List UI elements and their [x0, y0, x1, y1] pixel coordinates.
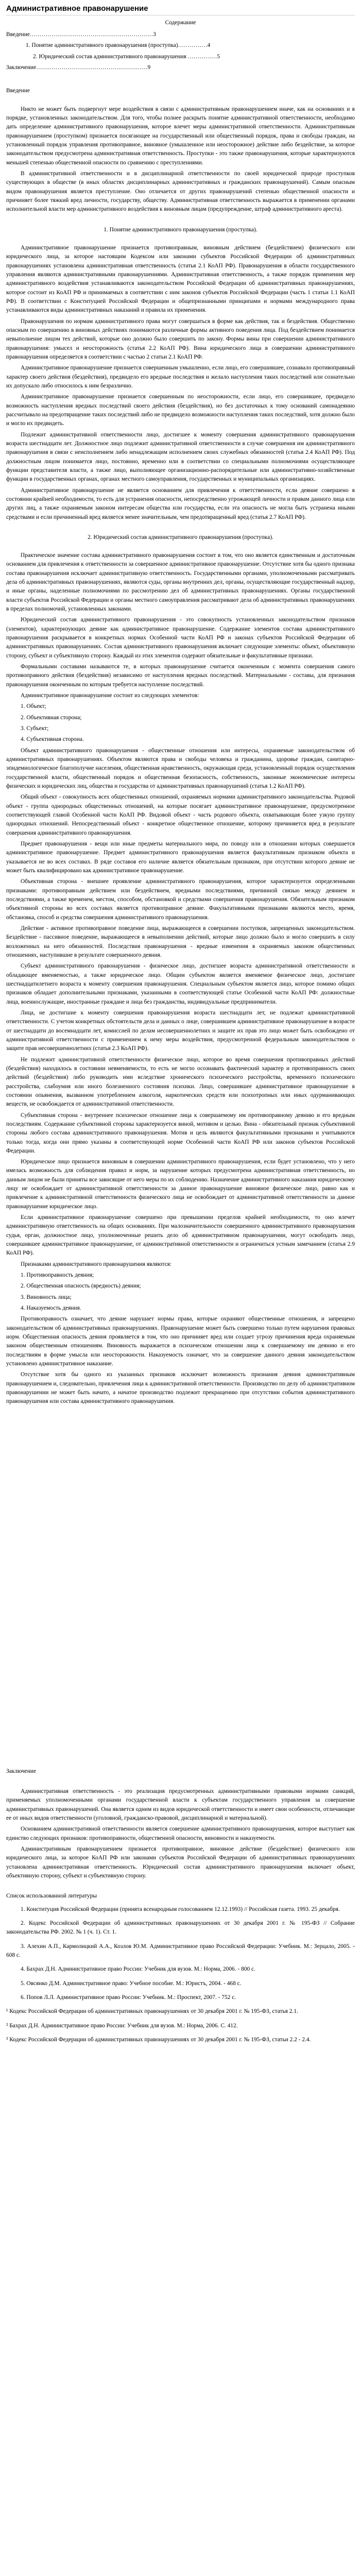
section-2-paragraph: Действие - активное противоправное поведение лица, выражающееся в совершении поступков, запрещенных законодательством. Бездействие - пассивное поведение, выражающееся в невыполнении действий, которые лицо должно было и могло совершить в силу возложенных на него обязанностей. Последствия правонарушения - вредные изменения в охраняемых законом общественных отношениях, наступившие в результате совершенного деяния.	[6, 925, 355, 958]
footnote: ¹ Кодекс Российской Федерации об административных правонарушениях от 30 декабря 2001 г. № 195-ФЗ, статья 2.1.	[6, 2008, 298, 2015]
section-2-paragraph: Общий объект - совокупность всех общественных отношений, охраняемых нормами административного законодательства. Родовой объект - группа однородных общественных отношений, на которые посягает административное правонарушение, предусмотренное соответствующей главой Особенной части КоАП РФ. Видовой объект - часть родового объекта, охватывающая более узкую группу однородных отношений. Непосредственный объект - конкретное общественное отношение, которому причиняется вред в результате совершения административного правонарушения.	[6, 794, 355, 836]
conclusion-paragraph: Основанием административной ответственности является совершение административного правонарушения, которое выступает как единство следующих признаков: противоправности, общественной опасности, виновности и наказуемости.	[6, 1826, 355, 1841]
element-list-item: 4. Субъективная сторона.	[21, 736, 84, 743]
toc-item-conclusion: Заключение…………………………………………………9	[6, 64, 151, 71]
features-intro: Признаками административного правонарушения являются:	[21, 1261, 172, 1267]
conclusion-paragraph: Административным правонарушением признается противоправное, виновное действие (бездействие) физического или юридического лица, за которое КоАП РФ или законами субъектов Российской Федерации об административных правонарушениях установлена административная ответственность. Юридический состав административного правонарушения включает объект, объективную сторону, субъект и субъективную сторону.	[6, 1845, 355, 1879]
section-1-paragraph: Административное правонарушение признается совершенным умышленно, если лицо, его совершившее, сознавало противоправный характер своего действия (бездействия), предвидело его вредные последствия и желало наступления таких последствий или сознательно их допускало либо относилось к ним безразлично.	[6, 365, 355, 389]
element-list-item: 3. Субъект;	[21, 725, 49, 732]
section-2-paragraph: Юридический состав административного правонарушения - это совокупность установленных законодательством признаков (элементов), характеризующих деяние как административное правонарушение. Содержание элементов состава административного правонарушения раскрывается в конкретных нормах Особенной части КоАП РФ и законах субъектов Российской Федерации об административных правонарушениях. Состав административного правонарушения включает следующие элементы: объект, объективную сторону, субъект и субъективную сторону. Каждый из этих элементов содержит обязательные и факультативные признаки.	[6, 617, 355, 659]
section-1-paragraph: Административное правонарушение не является основанием для привлечения к ответственности, если деяние совершено в состоянии крайней необходимости, то есть для устранения опасности, непосредственно угрожающей личности и правам данного лица или других лиц, а также охраняемым законом интересам общества или государства, если эта опасность не могла быть устранена иными средствами и если причиненный вред является менее значительным, чем предотвращенный вред (статья 2.7 КоАП РФ).	[6, 487, 355, 520]
section-1-paragraph: Подлежит административной ответственности лицо, достигшее к моменту совершения административного правонарушения возраста шестнадцати лет. Должностное лицо подлежит административной ответственности в случае совершения им административного правонарушения в связи с неисполнением либо ненадлежащим исполнением своих служебных обязанностей (статья 2.4 КоАП РФ). Под должностным лицом понимается лицо, постоянно, временно или в соответствии со специальными полномочиями осуществляющее функции представителя власти, а также лицо, выполняющее организационно-распорядительные или административно-хозяйственные функции в государственных органах, органах местного самоуправления, государственных и муниципальных организациях.	[6, 431, 355, 483]
toc-heading: Содержание	[165, 19, 196, 26]
section-2-paragraph: Субъективная сторона - внутреннее психическое отношение лица к совершаемому им противоправному деянию и его вредным последствиям. Содержание субъективной стороны характеризуется виной, мотивом и целью. Вина - обязательный признак субъективной стороны любого состава административного правонарушения. Мотив и цель являются факультативными признаками и учитываются только тогда, когда они прямо указаны в соответствующей норме Особенной части КоАП РФ или законов субъектов Российской Федерации.	[6, 1112, 355, 1154]
section-2-paragraph: Объект административного правонарушения - общественные отношения или интересы, охраняемые законодательством об административных правонарушениях. Объектом являются права и свободы человека и гражданина, здоровье граждан, санитарно-эпидемиологическое благополучие населения, общественная нравственность, окружающая среда, установленный порядок осуществления государственной власти, общественный порядок и общественная безопасность, собственность, законные экономические интересы физических и юридических лиц, общества и государства от административных правонарушений (статья 1.2 КоАП РФ).	[6, 747, 355, 790]
intro-heading: Введение	[6, 88, 30, 94]
section-2-paragraph: Субъект административного правонарушения - физическое лицо, достигшее возраста административной ответственности и обладающее вменяемостью, а также юридическое лицо. Общим субъектом является вменяемое физическое лицо, достигшее шестнадцатилетнего возраста к моменту совершения правонарушения. Специальным субъектом является лицо, которое помимо общих признаков обладает дополнительными признаками, указанными в соответствующей статье Особенной части КоАП РФ: должностные лица, военнослужащие, иностранные граждане и лица без гражданства, индивидуальные предприниматели.	[6, 963, 355, 1005]
section-2-paragraph: Юридическое лицо признается виновным в совершении административного правонарушения, если будет установлено, что у него имелась возможность для соблюдения правил и норм, за нарушение которых предусмотрена административная ответственность, но данным лицом не были приняты все зависящие от него меры по их соблюдению. Назначение административного наказания юридическому лицу не освобождает от административной ответственности за данное правонарушение виновное физическое лицо, равно как и привлечение к административной ответственности физического лица не освобождает от административной ответственности за данное правонарушение юридическое лицо.	[6, 1159, 355, 1210]
references-heading: Список использованной литературы	[6, 1893, 97, 1900]
section-2-paragraph: Предмет правонарушения - вещи или иные предметы материального мира, по поводу или в отношении которых совершается административное правонарушение. Предмет административного правонарушения является факультативным признаком объекта и указывается не во всех составах. В ряде составов его наличие является обязательным признаком, при отсутствии которого деяние не может быть квалифицировано как административное правонарушение.	[6, 841, 355, 874]
section-1-paragraph: Правонарушения по нормам административного права могут совершаться в форме как действия, так и бездействия. Общественно опасным по совершению в виновных действиях понимаются различные формы активного поведения лица. Под бездействием понимается невыполнение лицом тех действий, которые оно должно было совершить по закону. Формы вины при совершении административного правонарушения: умысел и неосторожность (статья 2.2 КоАП РФ). Вина юридического лица в совершении административного правонарушения определяется в соответствии с частью 2 статьи 2.1 КоАП РФ.	[6, 318, 355, 360]
element-list-item: 1. Объект;	[21, 703, 46, 710]
toc-item-intro: Введение………………………………………………………3	[6, 31, 156, 38]
reference-item: 2. Кодекс Российской Федерации об административных правонарушениях от 30 декабря 2001 г. № 195-ФЗ // Собрание законодательства РФ. 2002. № 1 (ч. 1). Ст. 1.	[6, 1920, 355, 1936]
feature-list-item: 3. Виновность лица;	[21, 1294, 72, 1300]
conclusion-paragraph: Административная ответственность - это реализация предусмотренных административными правовыми нормами санкций, применяемых уполномоченными органами государственной власти к субъектам государственного управления за совершение административных правонарушений. Она является одним из видов юридической ответственности и имеет свои особенности, отличающие ее от иных видов ответственности (уголовной, гражданско-правовой, дисциплинарной и материальной).	[6, 1788, 355, 1821]
formal-composition-paragraph: Формальными составами называются те, в которых правонарушение считается оконченным с момента совершения самого противоправного действия (бездействия) независимо от наступления вредных последствий. Материальными - составы, для признания правонарушения оконченным по которым требуется наступление последствий.	[6, 664, 355, 688]
reference-item: 5. Овсянко Д.М. Административное право: Учебное пособие. М.: Юристъ, 2004. - 468 с.	[21, 1980, 242, 1987]
section-2-paragraph: Лица, не достигшие к моменту совершения правонарушения возраста шестнадцати лет, не подлежат административной ответственности. С учетом конкретных обстоятельств дела и данных о лице, совершившем административное правонарушение в возрасте от шестнадцати до восемнадцати лет, комиссией по делам несовершеннолетних и защите их прав это лицо может быть освобождено от административной ответственности с применением к нему меры воздействия, предусмотренной федеральным законодательством о защите прав несовершеннолетних (статья 2.3 КоАП РФ).	[6, 1009, 355, 1052]
conclusion-heading: Заключение	[6, 1768, 37, 1774]
section-2-paragraph: Не подлежит административной ответственности физическое лицо, которое во время совершения противоправных действий (бездействия) находилось в состоянии невменяемости, то есть не могло осознавать фактический характер и противоправность своих действий (бездействия) либо руководить ими вследствие хронического психического расстройства, временного психического расстройства, слабоумия или иного болезненного состояния психики. Лицо, совершившее административное правонарушение в состоянии опьянения, вызванном употреблением алкоголя, наркотических средств или психотропных или иных одурманивающих веществ, не освобождается от административной ответственности.	[6, 1056, 355, 1108]
footnote: ² Бахрах Д.Н. Административное право России: Учебник для вузов. М.: Норма, 2006. С. 412.	[6, 2022, 238, 2029]
reference-item: 3. Алехин А.П., Кармолицкий А.А., Козлов Ю.М. Административное право Российской Федерации: Учебник. М.: Зерцало, 2005. - 608 с.	[6, 1943, 355, 1958]
elements-intro: Административное правонарушение состоит из следующих элементов:	[21, 692, 199, 699]
section-2-paragraph: Практическое значение состава административного правонарушения состоит в том, что оно является единственным и достаточным основанием для привлечения к ответственности за совершенное административное правонарушение. Отсутствие хотя бы одного признака состава правонарушения исключает административную ответственность. Государственными органами, уполномоченными рассматривать дела об административных правонарушениях, являются суды, органы внутренних дел, органы, осуществляющие государственный надзор, и иные органы, наделенные полномочиями по рассмотрению дел об административных правонарушениях. Органы государственной власти субъектов Российской Федерации и органы местного самоуправления рассматривают дела об административных правонарушениях в пределах полномочий, установленных законами.	[6, 552, 355, 613]
reference-item: 4. Бахрах Д.Н. Административное право России: Учебник для вузов. М.: Норма, 2006. - 800 с.	[21, 1966, 255, 1973]
document-title: Административное правонарушение	[6, 4, 148, 13]
feature-list-item: 1. Противоправность деяния;	[21, 1272, 94, 1279]
element-list-item: 2. Объективная сторона;	[21, 714, 82, 721]
section-2-paragraph: Отсутствие хотя бы одного из указанных признаков исключает возможность признания деяния административным правонарушением и, следовательно, привлечения лица к административной ответственности. Производство по делу об административном правонарушении не может быть начато, а начатое производство подлежит прекращению при отсутствии события административного правонарушения или состава административного правонарушения.	[6, 1371, 355, 1405]
feature-list-item: 2. Общественная опасность (вредность) деяния;	[21, 1283, 141, 1290]
footnote: ³ Кодекс Российской Федерации об административных правонарушениях от 30 декабря 2001 г. № 195-ФЗ, статьи 2.2 - 2.4.	[6, 2036, 311, 2043]
references-section	[6, 1892, 355, 2044]
section-2-paragraph: Объективная сторона - внешнее проявление административного правонарушения, которое характеризуется определенными признаками: противоправным действием или бездействием, вредными последствиями, причинной связью между деянием и последствиями, а также временем, местом, способом, обстановкой и средствами совершения правонарушения. Обязательным признаком объективной стороны во всех составах является противоправное деяние. Факультативными признаками являются место, время, обстановка, способ и средства совершения административного правонарушения.	[6, 878, 355, 921]
reference-item: 6. Попов Л.Л. Административное право России: Учебник. М.: Проспект, 2007. - 752 с.	[21, 1994, 236, 2001]
section-2-title: 2. Юридический состав административного правонарушения (проступка).	[88, 534, 273, 540]
section-2-paragraph: Если административное правонарушение совершено при превышении пределов крайней необходимости, то оно влечет административную ответственность на общих основаниях. При малозначительности совершенного административного правонарушения судья, орган, должностное лицо, уполномоченные решить дело об административном правонарушении, могут освободить лицо, совершившее административное правонарушение, от административной ответственности и ограничиться устным замечанием (статья 2.9 КоАП РФ).	[6, 1214, 355, 1257]
intro-paragraph: Никто не может быть подвергнут мере воздействия в связи с административным правонарушением иначе, как на основаниях и в порядке, установленных законодательством. Для того, чтобы полнее раскрыть понятие административной ответственности, необходимо дать определение административного правонарушения, которое влечет меры административной ответственности. Административным правонарушением (проступком) признается посягающее на государственный или общественный порядок, права и свободы граждан, на установленный порядок управления противоправное, виновное (умышленное или неосторожное) действие либо бездействие, за которое законодательством предусмотрена административная ответственность. Проступки - это также правонарушения, которые характеризуются меньшей степенью общественной опасности по сравнению с преступлениями.	[6, 106, 355, 166]
section-1-paragraph: Административное правонарушение признается противоправным, виновным действием (бездействием) физического или юридического лица, за которое настоящим Кодексом или законами субъектов Российской Федерации об административных правонарушениях установлена административная ответственность (статья 2.1 КоАП РФ). Правонарушения в области государственного управления являются административными правонарушениями. Административная ответственность, а также порядок применения мер административного воздействия устанавливаются законодательством Российской Федерации об административных правонарушениях, которое состоит из КоАП РФ и принимаемых в соответствии с ним законов субъектов Российской Федерации (часть 1 статьи 1.1 КоАП РФ). В соответствии с Конституцией Российской Федерации и общепризнанными принципами и нормами международного права устанавливаются виды административных наказаний и правила их применения.	[6, 244, 355, 314]
conclusion-section	[6, 1767, 355, 1881]
table-of-contents	[6, 30, 355, 72]
intro-paragraph: В административной ответственности и в дисциплинарной ответственности по своей юридической природе проступков существующих в обществе (в иных областях дисциплинарных административных и гражданских правонарушений). Самым опасным видом правонарушения является преступление. Оно отличается от других правонарушений степенью общественной опасности и причиняет более тяжкий вред личности, государству, обществу. Административная ответственность выражается в применении органами исполнительной власти мер административного воздействия к виновным лицам (предупреждение, штраф административного ареста).	[6, 171, 355, 213]
toc-item-section-2: 2. Юридический состав административного правонарушения ……………5	[33, 53, 220, 60]
feature-list-item: 4. Наказуемость деяния.	[21, 1305, 81, 1312]
section-2-paragraph: Противоправность означает, что деяние нарушает нормы права, которые охраняют общественные отношения, и запрещено законодательством об административных правонарушениях. Правонарушение может быть совершено только путем нарушения правовых норм. Общественная опасность деяния проявляется в том, что оно причиняет вред или создает угрозу причинения вреда охраняемым законом общественным отношениям. Виновность выражается в психическом отношении лица к совершаемому им деянию и его последствиям в форме умысла или неосторожности. Наказуемость означает, что за совершение данного деяния законодательством установлено административное наказание.	[6, 1316, 355, 1367]
section-1-paragraph: Административное правонарушение признается совершенным по неосторожности, если лицо, его совершившее, предвидело возможность наступления вредных последствий своего действия (бездействия), но без достаточных к тому оснований самонадеянно рассчитывало на предотвращение таких последствий либо не предвидело возможности наступления таких последствий, хотя должно было и могло их предвидеть.	[6, 394, 355, 427]
toc-item-section-1: 1. Понятие административного правонарушения (проступка)……………4	[26, 42, 211, 49]
reference-item: 1. Конституция Российской Федерации (принята всенародным голосованием 12.12.1993) // Российская газета. 1993. 25 декабря.	[21, 1906, 340, 1912]
section-1-title: 1. Понятие административного правонарушения (проступка).	[104, 226, 257, 233]
